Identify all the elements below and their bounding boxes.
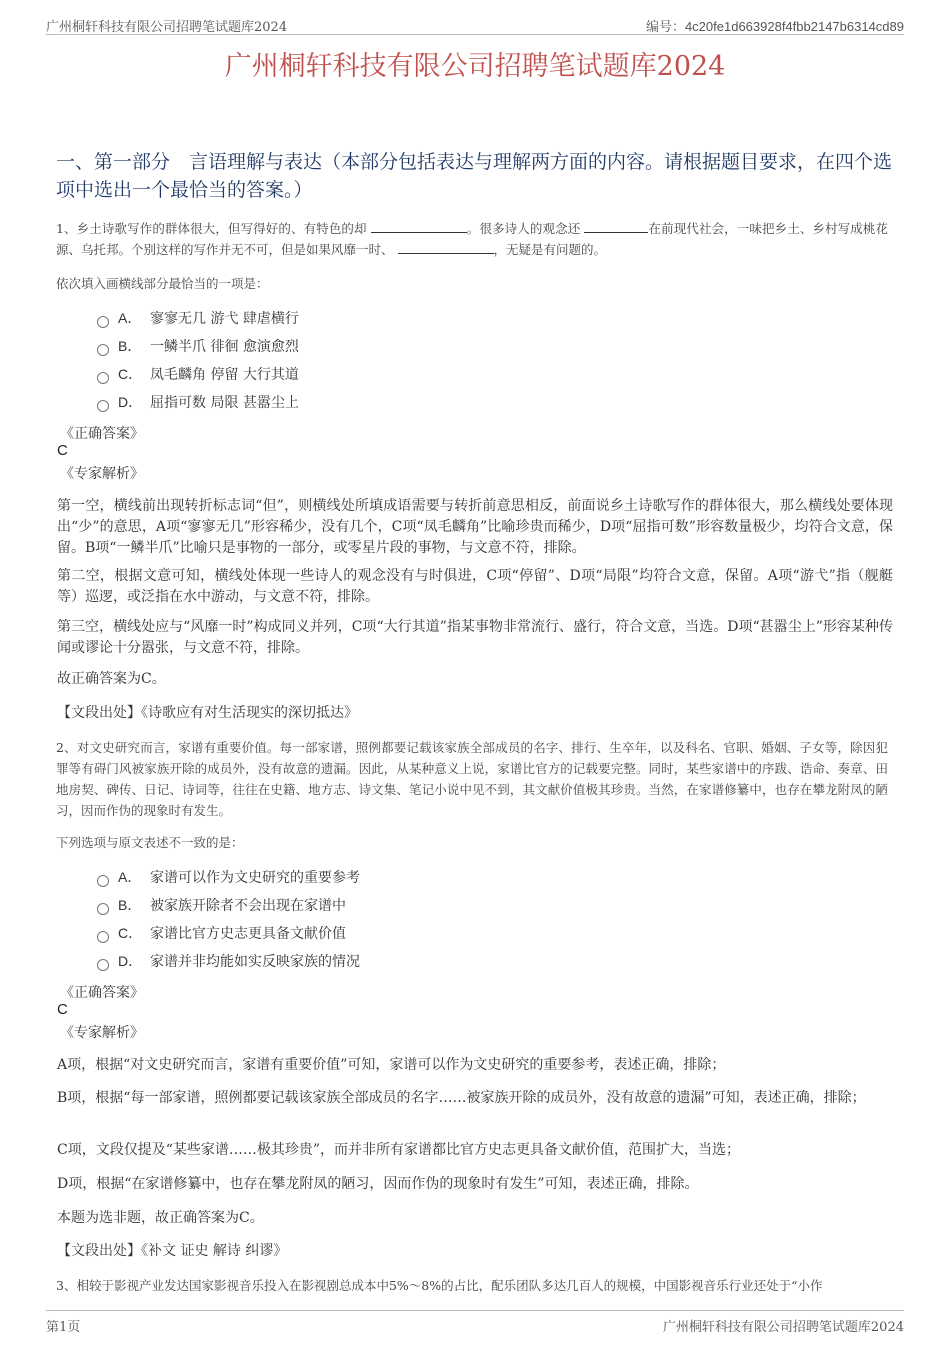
option-text: 家谱可以作为文史研究的重要参考 — [150, 870, 360, 886]
footer-doc-title: 广州桐轩科技有限公司招聘笔试题库2024 — [662, 1320, 904, 1335]
option-text: 寥寥无几 游弋 肆虐横行 — [150, 311, 299, 327]
option-label: A． — [118, 869, 142, 885]
q1-option-a[interactable] — [97, 308, 299, 328]
q1-analysis-2: 第二空，根据文意可知，横线处体现一些诗人的观念没有与时俱进，C项“停留”、D项“局限”均符合文意，保留。A项“游弋”指（舰艇等）巡逻，或泛指在水中游动，与文意不符，排除。 — [57, 568, 893, 605]
option-text: 一鳞半爪 徘徊 愈演愈烈 — [150, 339, 299, 355]
q1-stem-part-b: 。很多诗人的观念还 — [466, 221, 581, 236]
q1-blank-2 — [584, 220, 648, 233]
q2-analysis-1: A项，根据“对文史研究而言，家谱有重要价值”可知，家谱可以作为文史研究的重要参考，表述正确，排除； — [57, 1057, 726, 1073]
option-label: C． — [118, 925, 143, 941]
q2-answer: C — [57, 1001, 68, 1018]
radio-icon[interactable] — [97, 903, 109, 915]
section-heading: 一、第一部分 言语理解与表达（本部分包括表达与理解两方面的内容。请根据题目要求，在四个选项中选出一个最恰当的答案。） — [56, 151, 893, 201]
q2-analysis-5: 本题为选非题，故正确答案为C。 — [57, 1210, 264, 1226]
option-text: 屈指可数 局限 甚嚣尘上 — [150, 395, 299, 411]
q2-analysis-tag: 《专家解析》 — [60, 1025, 144, 1041]
radio-icon[interactable] — [97, 875, 109, 887]
q1-analysis-4: 故正确答案为C。 — [57, 671, 166, 687]
q1-analysis-3: 第三空，横线处应与“风靡一时”构成同义并列，C项“大行其道”指某事物非常流行、盛行，符合文意，当选。D项“甚嚣尘上”形容某种传闻或谬论十分嚣张，与文意不符，排除。 — [57, 619, 893, 656]
page-footer — [46, 1310, 904, 1335]
q2-answer-tag: 《正确答案》 — [60, 985, 144, 1001]
header-id-label: 编号： — [645, 20, 685, 35]
q2-analysis-3: C项，文段仅提及“某些家谱……极其珍贵”，而并非所有家谱都比官方史志更具备文献价值，范围扩大，当选； — [57, 1142, 741, 1158]
q2-option-a[interactable] — [97, 867, 360, 887]
q1-blank-1 — [371, 220, 467, 233]
q2-analysis-2: B项，根据“每一部家谱，照例都要记载该家族全部成员的名字……被家族开除的成员外，没有故意的遗漏”可知，表述正确，排除； — [57, 1090, 866, 1106]
header-id-value: 4c20fe1d663928f4fbb2147b6314cd89 — [684, 19, 904, 34]
q1-blank-3 — [398, 241, 494, 254]
q2-prompt: 下列选项与原文表述不一致的是： — [56, 835, 244, 850]
option-label: D． — [118, 394, 143, 410]
radio-icon[interactable] — [97, 931, 109, 943]
q1-stem — [56, 218, 888, 260]
q1-option-d[interactable] — [97, 392, 299, 412]
q2-option-b[interactable] — [97, 895, 346, 915]
q1-answer-tag: 《正确答案》 — [60, 426, 144, 442]
radio-icon[interactable] — [97, 344, 109, 356]
page-header — [46, 14, 904, 35]
q1-source: 【文段出处】《诗歌应有对生活现实的深切抵达》 — [57, 705, 358, 721]
q2-option-d[interactable] — [97, 951, 360, 971]
option-text: 凤毛麟角 停留 大行其道 — [150, 367, 299, 383]
option-label: C． — [118, 366, 143, 382]
q1-answer: C — [57, 442, 68, 459]
q1-analysis-tag: 《专家解析》 — [60, 466, 144, 482]
radio-icon[interactable] — [97, 959, 109, 971]
option-label: B． — [118, 338, 142, 354]
radio-icon[interactable] — [97, 372, 109, 384]
option-label: A． — [118, 310, 142, 326]
page-title: 广州桐轩科技有限公司招聘笔试题库2024 — [224, 51, 726, 82]
q1-analysis-1: 第一空，横线前出现转折标志词“但”，则横线处所填成语需要与转折前意思相反，前面说乡土诗歌写作的群体很大，那么横线处要体现出“少”的意思，A项“寥寥无几”形容稀少，没有几个，C项“凤毛麟角”比喻珍贵而稀少，D项“屈指可数”形容数量极少，均符合文意，保留。B项“一鳞半爪”比喻只是事物的一部分，或零星片段的事物，与文意不符，排除。 — [57, 498, 893, 556]
radio-icon[interactable] — [97, 316, 109, 328]
q1-option-b[interactable] — [97, 336, 299, 356]
q2-source: 【文段出处】《补文 证史 解诗 纠谬》 — [57, 1243, 288, 1259]
q2-analysis-4: D项，根据“在家谱修纂中，也存在攀龙附凤的陋习，因而作伪的现象时有发生”可知，表述正确，排除。 — [57, 1176, 699, 1192]
option-text: 家谱比官方史志更具备文献价值 — [150, 926, 346, 942]
q3-stem: 3、相较于影视产业发达国家影视音乐投入在影视剧总成本中5%～8%的占比，配乐团队多达几百人的规模，中国影视音乐行业还处于“小作 — [56, 1278, 823, 1293]
header-doc-id — [646, 16, 904, 35]
option-text: 被家族开除者不会出现在家谱中 — [150, 898, 346, 914]
option-label: B． — [118, 897, 142, 913]
footer-page-number: 第1页 — [46, 1320, 81, 1335]
q1-prompt: 依次填入画横线部分最恰当的一项是： — [56, 276, 269, 291]
q1-stem-part-c: 在前现代社会，一味把乡土、乡村写成桃花源、乌托邦。个别这样的写作并无不可，但是如果风靡一时、 — [56, 221, 888, 257]
option-label: D． — [118, 953, 143, 969]
radio-icon[interactable] — [97, 400, 109, 412]
header-doc-title: 广州桐轩科技有限公司招聘笔试题库2024 — [46, 20, 288, 35]
q1-option-c[interactable] — [97, 364, 299, 384]
option-text: 家谱并非均能如实反映家族的情况 — [150, 954, 360, 970]
q1-stem-part-a: 1、乡土诗歌写作的群体很大，但写得好的、有特色的却 — [56, 221, 367, 236]
q2-stem: 2、对文史研究而言，家谱有重要价值。每一部家谱，照例都要记载该家族全部成员的名字、排行、生卒年，以及科名、官职、婚姻、子女等，除因犯罪等有碍门风被家族开除的成员外，没有故意的遗漏。因此，从某种意义上说，家谱比官方的记载要完整。同时，某些家谱中的序跋、诰命、奏章、田地房契、碑传、日记、诗词等，往往在史籍、地方志、诗文集、笔记小说中见不到，其文献价值极其珍贵。当然，在家谱修纂中，也存在攀龙附凤的陋习，因而作伪的现象时有发生。 — [56, 740, 888, 818]
q2-option-c[interactable] — [97, 923, 346, 943]
q1-stem-part-d: ，无疑是有问题的。 — [493, 242, 607, 257]
